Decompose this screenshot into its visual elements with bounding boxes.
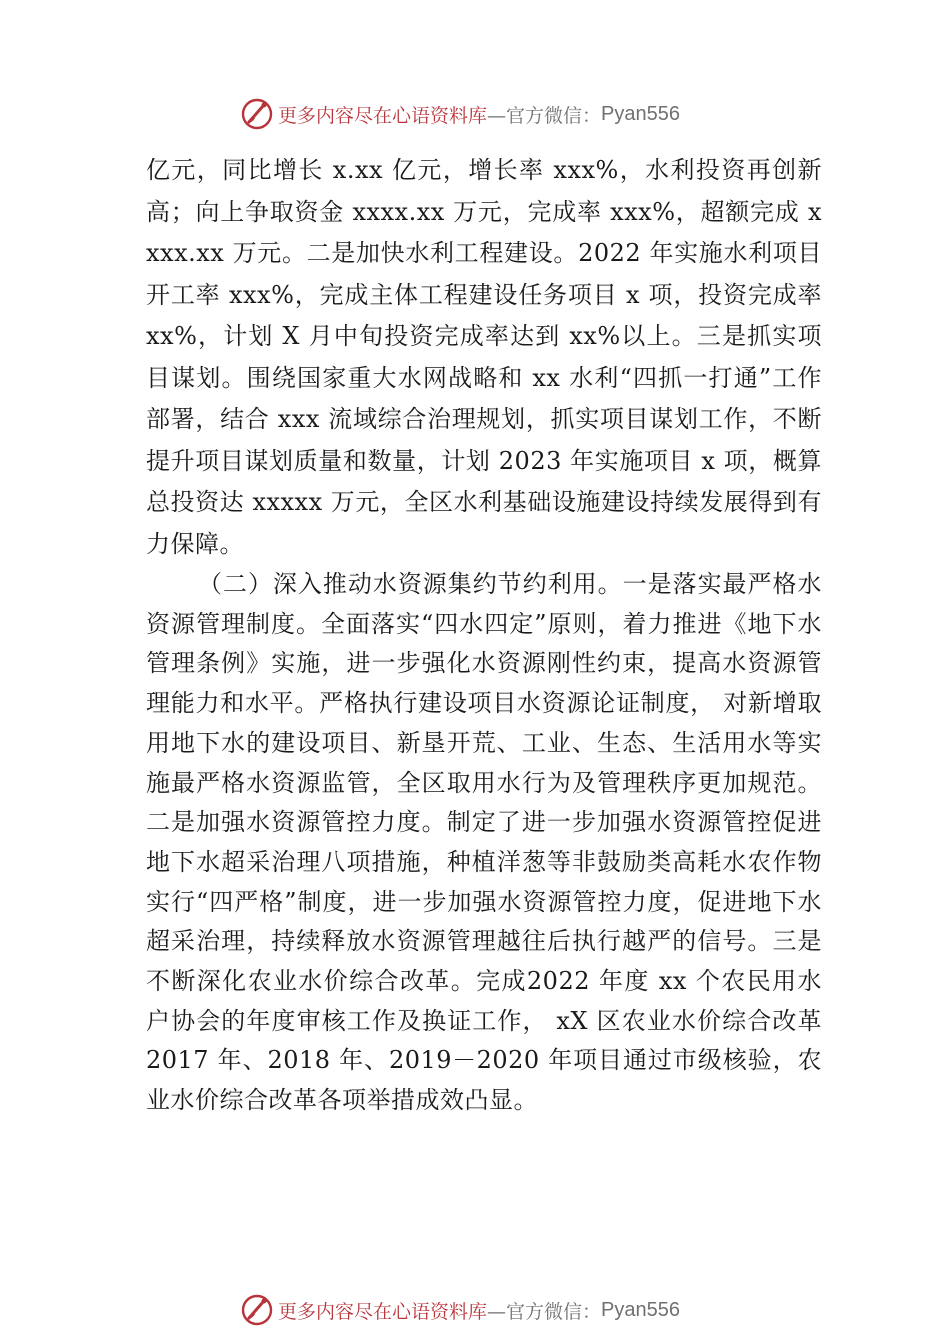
watermark-wechat-label: —官方微信： — [487, 1300, 602, 1323]
paragraph-investment: 亿元，同比增长 x.xx 亿元，增长率 xxx%，水利投资再创新高；向上争取资金 xxxx.xx 万元，完成率 xxx%，超额完成 xxxx.xx 万元。二是加快水利工程建设。2022 年实施水利项目开工率 xxx%，完成主体工程建设任务项目 x 项，投资完成率 xx%，计划 X 月中旬投资完成率达到 xx%以上。三是抓实项目谋划。围绕国家重大水网战略和 xx 水利“四抓一打通”工作部署，结合 xxx 流域综合治理规划，抓实项目谋划工作，不断提升项目谋划质量和数量，计划 2023 年实施项目 x 项，概算总投资达 xxxxx 万元，全区水利基础设施建设持续发展得到有力保障。 — [146, 156, 822, 558]
watermark-library-text: 更多内容尽在心语资料库 — [278, 1300, 488, 1323]
footer-watermark — [240, 1292, 680, 1328]
watermark-wechat-id: Pyan556 — [601, 1298, 680, 1321]
watermark-wechat-label: —官方微信： — [487, 104, 602, 127]
header-watermark — [240, 96, 680, 132]
brush-logo-icon — [240, 97, 274, 131]
document-body — [146, 150, 822, 1121]
watermark-library-text: 更多内容尽在心语资料库 — [278, 104, 488, 127]
watermark-wechat-id: Pyan556 — [601, 102, 680, 125]
brush-logo-icon — [240, 1293, 274, 1327]
paragraph-water-resources: （二）深入推动水资源集约节约利用。一是落实最严格水资源管理制度。全面落实“四水四定”原则，着力推进《地下水管理条例》实施，进一步强化水资源刚性约束，提高水资源管理能力和水平。严格执行建设项目水资源论证制度， 对新增取用地下水的建设项目、新垦开荒、工业、生态、生活用水等实施最严格水资源监管，全区取用水行为及管理秩序更加规范。二是加强水资源管控力度。制定了进一步加强水资源管控促进地下水超采治理八项措施，种植洋葱等非鼓励类高耗水农作物实行“四严格”制度，进一步加强水资源管控力度，促进地下水超采治理，持续释放水资源管理越往后执行越严的信号。三是不断深化农业水价综合改革。完成2022 年度 xx 个农民用水户协会的年度审核工作及换证工作， xX 区农业水价综合改革 2017 年、2018 年、2019－2020 年项目通过市级核验，农业水价综合改革各项举措成效凸显。 — [146, 570, 822, 1115]
